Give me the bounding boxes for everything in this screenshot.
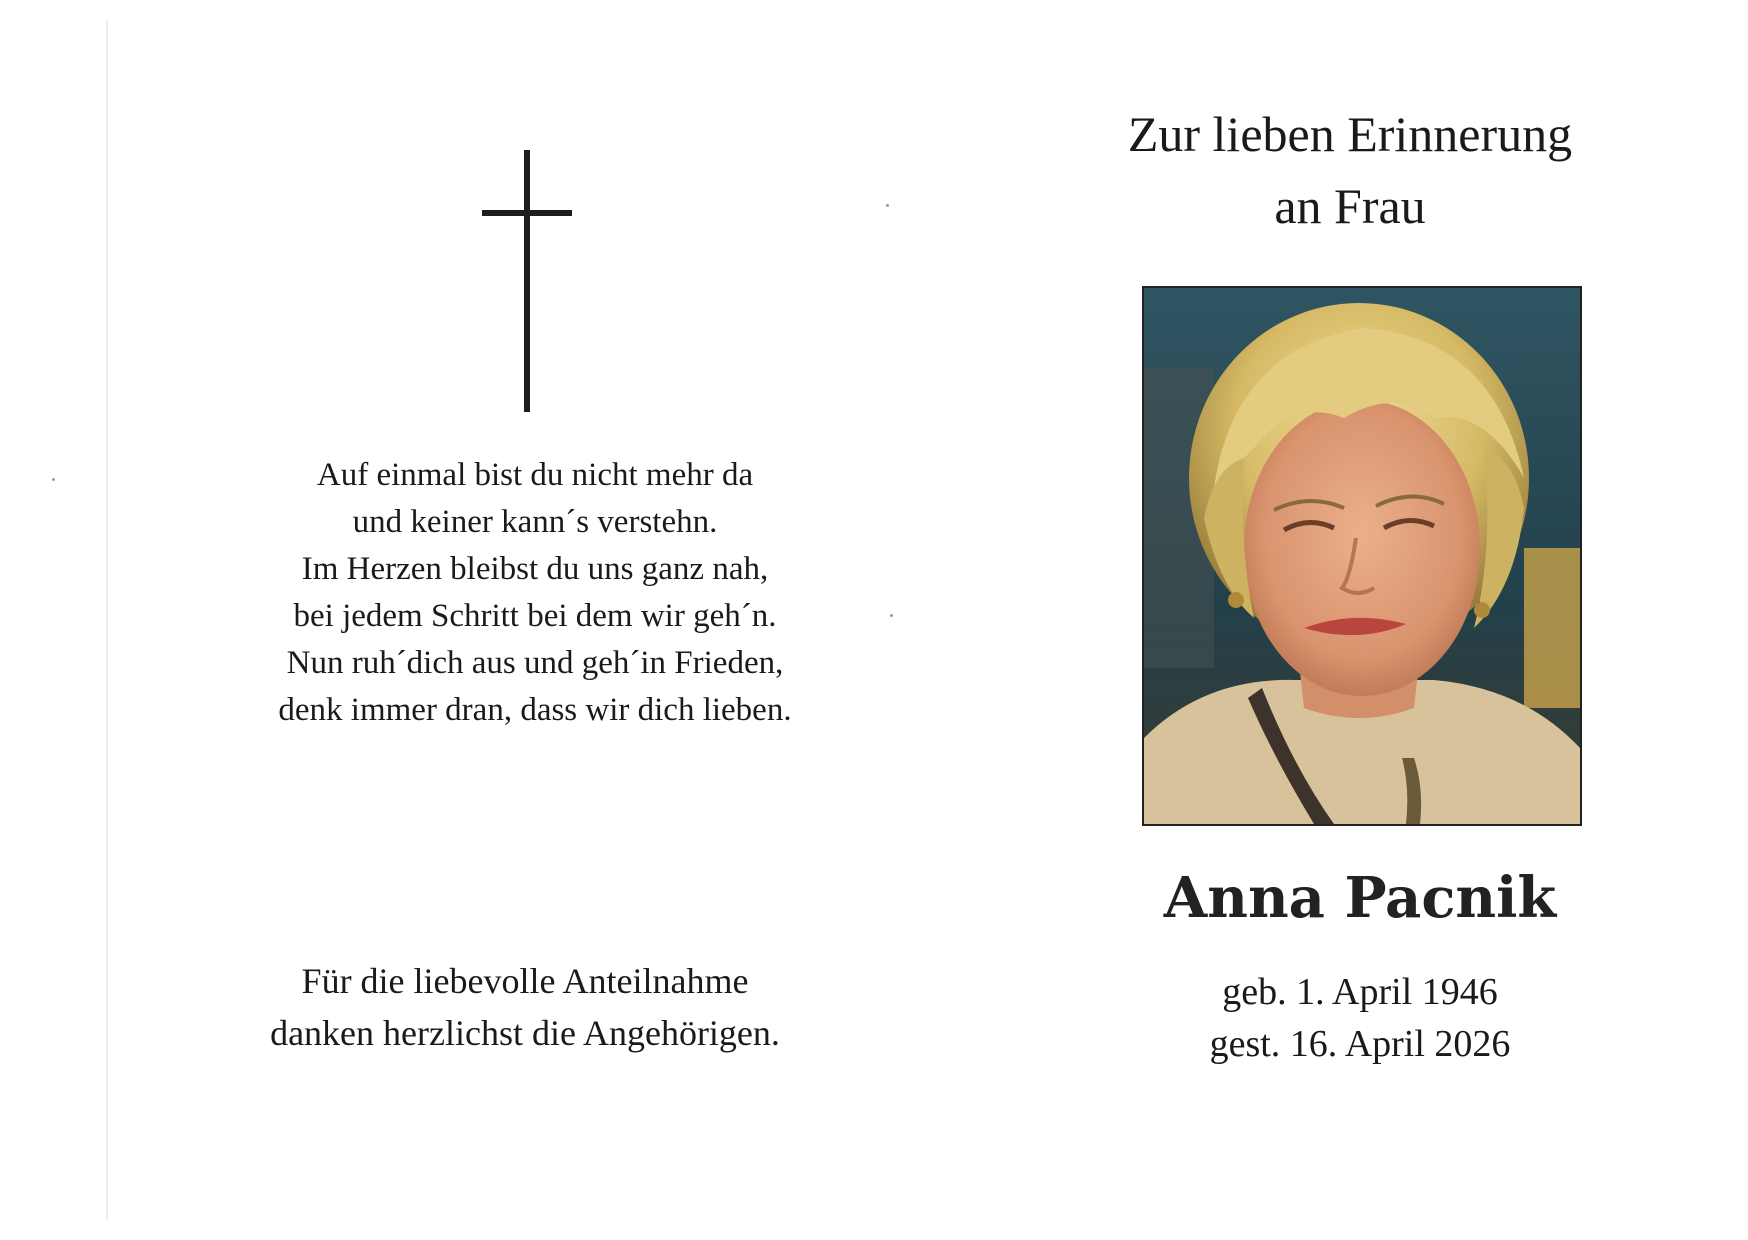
poem-line: und keiner kann´s verstehn. (352, 504, 718, 540)
thanks-line: danken herzlichst die Angehörigen. (270, 1013, 780, 1053)
death-date: gest. 16. April 2026 (1209, 1023, 1511, 1065)
birth-date: geb. 1. April 1946 (1222, 971, 1498, 1013)
scan-speck (886, 204, 889, 207)
poem (230, 452, 840, 734)
poem-line: denk immer dran, dass wir dich lieben. (278, 692, 792, 728)
scan-speck (52, 478, 55, 481)
thanks-message (200, 955, 850, 1059)
heading-line: Zur lieben Erinnerung (1127, 106, 1573, 162)
memorial-heading (1060, 98, 1640, 242)
portrait-photo (1142, 286, 1582, 826)
poem-line: bei jedem Schritt bei dem wir geh´n. (293, 598, 777, 634)
poem-line: Im Herzen bleibst du uns ganz nah, (301, 551, 769, 587)
poem-line: Auf einmal bist du nicht mehr da (316, 457, 754, 493)
life-dates (1060, 966, 1660, 1070)
deceased-name: Anna Pacnik (1163, 865, 1557, 931)
heading-line: an Frau (1274, 178, 1426, 234)
scan-edge (106, 20, 108, 1220)
scan-speck (890, 614, 893, 617)
cross-icon (482, 150, 572, 412)
poem-line: Nun ruh´dich aus und geh´in Frieden, (286, 645, 784, 681)
thanks-line: Für die liebevolle Anteilnahme (301, 961, 749, 1001)
